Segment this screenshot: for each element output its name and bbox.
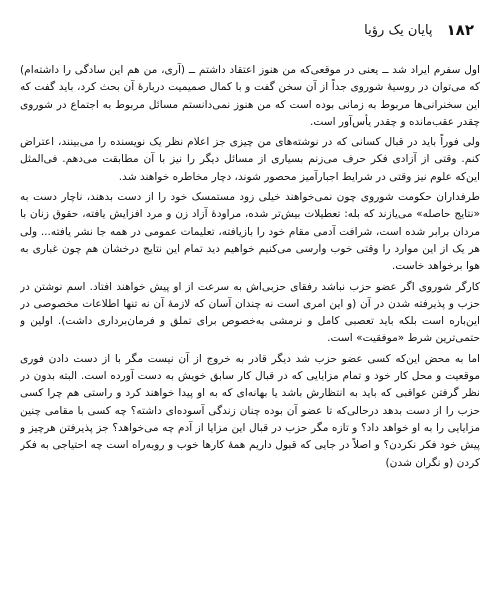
book-page — [20, 18, 480, 588]
page-number: ۱۸۲ — [446, 21, 474, 39]
running-header — [20, 18, 480, 42]
paragraph-3: طرفداران حکومت شوروی چون نمی‌خواهند خیلی زود مستمسک خود را از دست بدهند، ناچار دست به «نتایج حاصله» می‌یازند که بله: تعطیلات بیش‌تر شده، مراودهٔ آزاد زن و مرد افزایش یافته، حقوق زنان با مردان برابر شده است، شرافت آدمی مقام خود را بازیافته، تعلیمات عمومی در همه جا نشر یافته... ولی هر یک از این موارد را وقتی خوب وارسی می‌کنیم خواهیم دید تمام این نتایج درخشان هم چون غباری به هوا برخواهد خاست. — [20, 191, 480, 273]
paragraph-4: کارگر شوروی اگر عضو حزب نباشد رفقای حزبی‌اش به سرعت از او پیش خواهند افتاد. اسم نوشتن در حزب و پذیرفته شدن در آن (و این امری است نه چندان آسان که لازمهٔ آن نه تنها اطلاعات مخصوصی در این‌باره است بلکه باید تعصبی کامل و نرمشی به‌خصوص برای تملق و فرمان‌برداری داشت). اولین و حتمی‌ترین شرط «موفقیت» است. — [20, 280, 480, 345]
paragraph-1: اول سفرم ایراد شد ــ یعنی در موقعی‌که من هنوز اعتقاد داشتم ــ (آری، من هم این سادگی را داشته‌ام) که می‌توان در روسیهٔ شوروی جداً از آن سخن گفت و با کمال صمیمیت دربارهٔ آن بحث کرد، باید گفت که این سخنرانی‌ها مربوط به زمانی بوده است که من هنوز نمی‌دانستم مسائل مربوط به اجتماع در شوروی چقدر عقب‌مانده و چقدر یأس‌آور است. — [20, 64, 480, 128]
paragraph-5: اما به محض این‌که کسی عضو حزب شد دیگر قادر به خروج از آن نیست مگر با از دست دادن فوری موقعیت و محل کار خود و تمام مزایایی که در قبال کار سابق خویش به دست آورده است. البته بدون در نظر گرفتن عواقبی که باید به انتظارش باشد یا بهانه‌ای که به او پیدا خواهند کرد و راستی هم چرا کسی حزب را از دست بدهد درحالی‌که تا عضو آن بوده چنان زندگی آسوده‌ای داشته؟ چه کسی با مقامی چنین مزایایی را به او خواهد داد؟ و تازه مگر حزب در قبال این مزایا از آدم چه می‌خواهد؟ جز پذیرفتن هرچیز و پیش خود فکر نکردن؟ و اصلاً در جایی که قبول داریم همهٔ کارها خوب و روبه‌راه است چه احتیاجی به فکر کردن (و نگران شدن) — [20, 352, 480, 469]
paragraph-2: ولی فوراً باید در قبال کسانی که در نوشته‌های من چیزی جز اعلام نظر یک نویسنده را می‌بینند، اعتراض کنم. وقتی از آزادی فکر حرف می‌زنم بسیاری از مسائل دیگر را نیز با آن مطابقت می‌دهم. فی‌المثل این‌که علوم نیز وقتی در شرایط اجبارآمیز محصور شوند، دچار مخاطره خواهند شد. — [20, 136, 480, 183]
running-title: پایان یک رؤیا — [364, 22, 433, 38]
body-text — [20, 62, 480, 472]
